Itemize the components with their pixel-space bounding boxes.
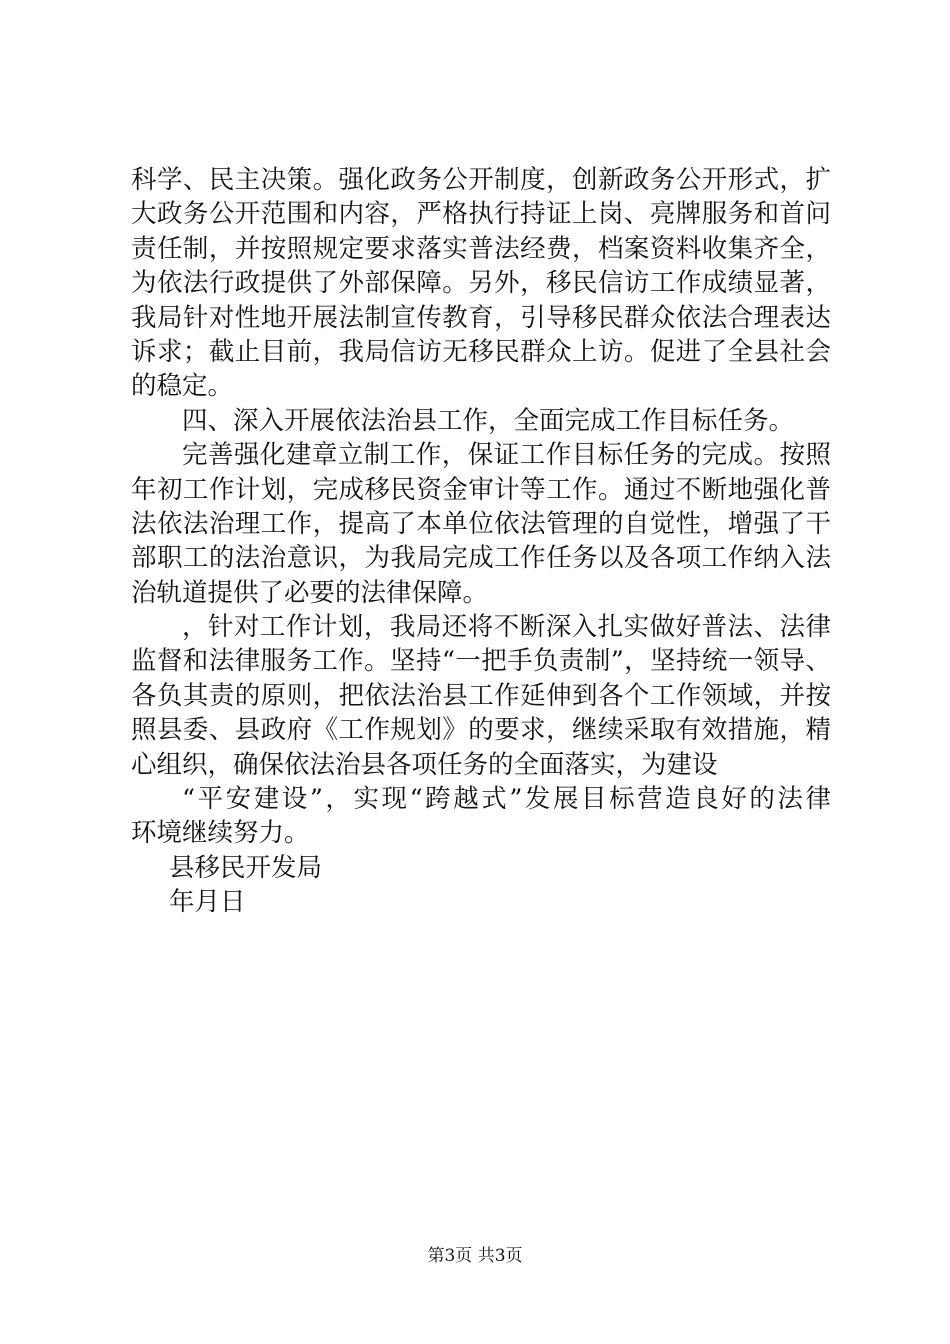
- body-line: 治轨道提供了必要的法律保障。: [131, 577, 489, 608]
- body-line: 年初工作计划，完成移民资金审计等工作。通过不断地强化普: [131, 474, 831, 505]
- body-line: 心组织，确保依法治县各项任务的全面落实，为建设: [131, 749, 718, 780]
- body-line: 完善强化建章立制工作，保证工作目标任务的完成。按照: [182, 440, 831, 471]
- body-line: 各负其责的原则，把依法治县工作延伸到各个工作领域，并按: [131, 680, 831, 711]
- body-line: 监督和法律服务工作。坚持“一把手负责制”，坚持统一领导、: [131, 646, 831, 677]
- body-line: 诉求；截止目前，我局信访无移民群众上访。促进了全县社会: [131, 336, 831, 367]
- body-line: “平安建设”，实现“跨越式”发展目标营造良好的法律: [182, 784, 831, 815]
- body-line: 的稳定。: [131, 371, 234, 402]
- body-line: 部职工的法治意识，为我局完成工作任务以及各项工作纳入法: [131, 543, 831, 574]
- body-line: 为依法行政提供了外部保障。另外，移民信访工作成绩显著，: [131, 268, 831, 299]
- body-line: 法依法治理工作，提高了本单位依法管理的自觉性，增强了干: [131, 508, 831, 539]
- body-line: ，针对工作计划，我局还将不断深入扎实做好普法、法律: [182, 612, 831, 643]
- body-line: 责任制，并按照规定要求落实普法经费，档案资料收集齐全，: [131, 233, 831, 264]
- page-number-footer: 第3页 共3页: [427, 1246, 523, 1266]
- section-heading: 四、深入开展依法治县工作，全面完成工作目标任务。: [182, 405, 795, 436]
- signature-organization: 县移民开发局: [169, 852, 323, 883]
- signature-date: 年月日: [169, 887, 246, 918]
- body-line: 我局针对性地开展法制宣传教育，引导移民群众依法合理表达: [131, 302, 831, 333]
- body-line: 大政务公开范围和内容，严格执行持证上岗、亮牌服务和首问: [131, 199, 831, 230]
- body-line: 环境继续努力。: [131, 818, 310, 849]
- body-line: 科学、民主决策。强化政务公开制度，创新政务公开形式，扩: [131, 165, 831, 195]
- body-line: 照县委、县政府《工作规划》的要求，继续采取有效措施，精: [131, 715, 831, 746]
- document-body: [131, 163, 831, 920]
